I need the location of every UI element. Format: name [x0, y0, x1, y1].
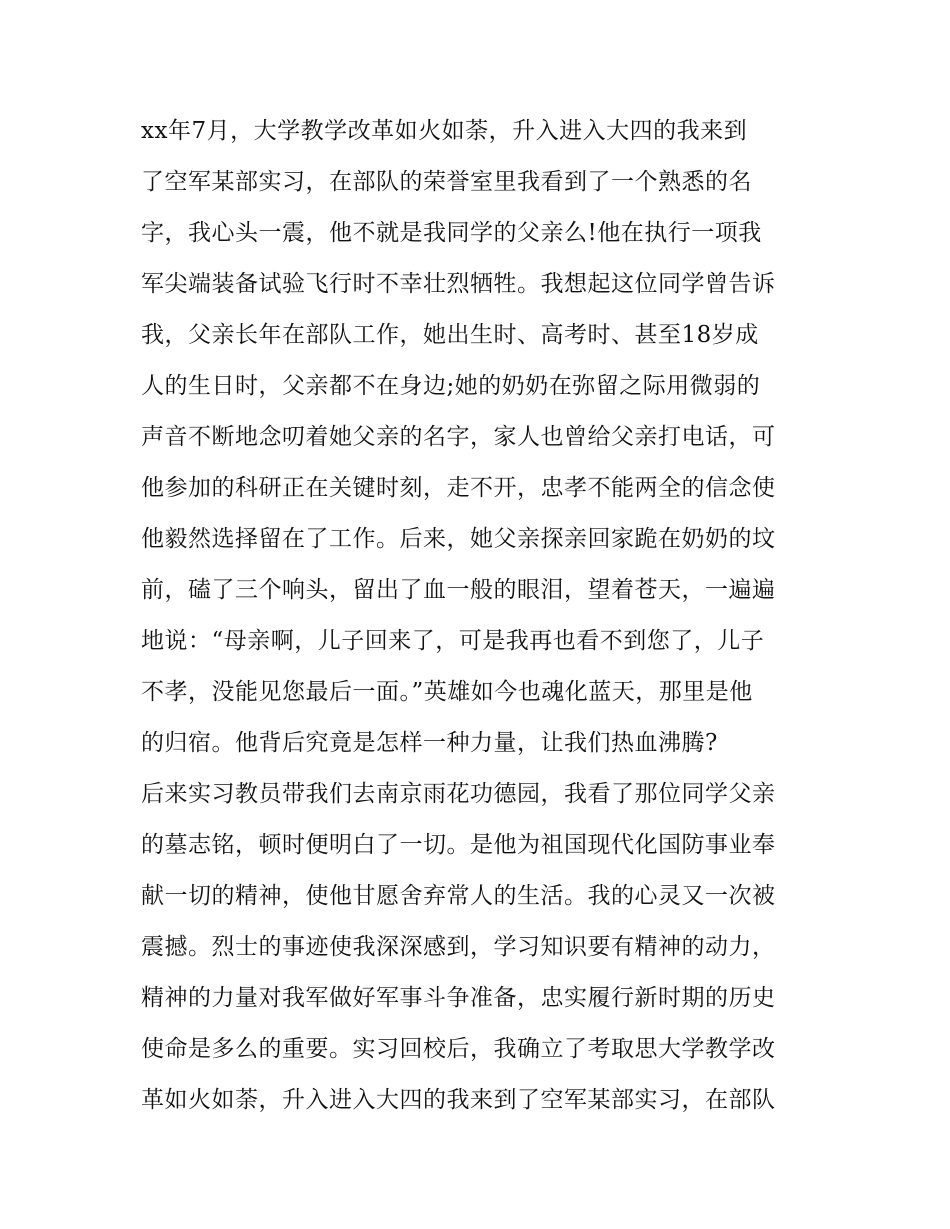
text-line: 地说：“母亲啊，儿子回来了，可是我再也看不到您了，儿子: [141, 628, 765, 654]
text-line: 我，父亲长年在部队工作，她出生时、高考时、甚至18岁成: [141, 322, 759, 348]
text-line: 人的生日时，父亲都不在身边;她的奶奶在弥留之际用微弱的: [141, 373, 761, 399]
text-line: 不孝，没能见您最后一面。”英雄如今也魂化蓝天，那里是他: [141, 679, 753, 705]
text-line: 前，磕了三个响头，留出了血一般的眼泪，望着苍天，一遍遍: [141, 577, 776, 603]
text-line: 了空军某部实习，在部队的荣誉室里我看到了一个熟悉的名: [141, 169, 752, 195]
text-line: 使命是多么的重要。实习回校后，我确立了考取思大学教学改: [141, 1036, 776, 1062]
text-line: xx年7月，大学教学改革如火如荼，升入进入大四的我来到: [141, 118, 748, 144]
text-line: 字，我心头一震，他不就是我同学的父亲么!他在执行一项我: [141, 220, 762, 246]
text-line: 军尖端装备试验飞行时不幸壮烈牺牲。我想起这位同学曾告诉: [141, 271, 776, 297]
text-line: 他参加的科研正在关键时刻，走不开，忠孝不能两全的信念使: [141, 475, 776, 501]
text-line: 他毅然选择留在了工作。后来，她父亲探亲回家跪在奶奶的坟: [141, 526, 776, 552]
text-line: 革如火如荼，升入进入大四的我来到了空军某部实习，在部队: [141, 1087, 776, 1113]
text-line: 精神的力量对我军做好军事斗争准备，忠实履行新时期的历史: [141, 985, 776, 1011]
text-line: 声音不断地念叨着她父亲的名字，家人也曾给父亲打电话，可: [141, 424, 776, 450]
text-line: 震撼。烈士的事迹使我深深感到，学习知识要有精神的动力，: [141, 934, 776, 960]
document-body: [141, 106, 821, 1126]
text-line: 的归宿。他背后究竟是怎样一种力量，让我们热血沸腾?: [141, 730, 718, 756]
text-line: 后来实习教员带我们去南京雨花功德园，我看了那位同学父亲: [141, 781, 776, 807]
text-line: 献一切的精神，使他甘愿舍弃常人的生活。我的心灵又一次被: [141, 883, 776, 909]
text-line: 的墓志铭，顿时便明白了一切。是他为祖国现代化国防事业奉: [141, 832, 776, 858]
